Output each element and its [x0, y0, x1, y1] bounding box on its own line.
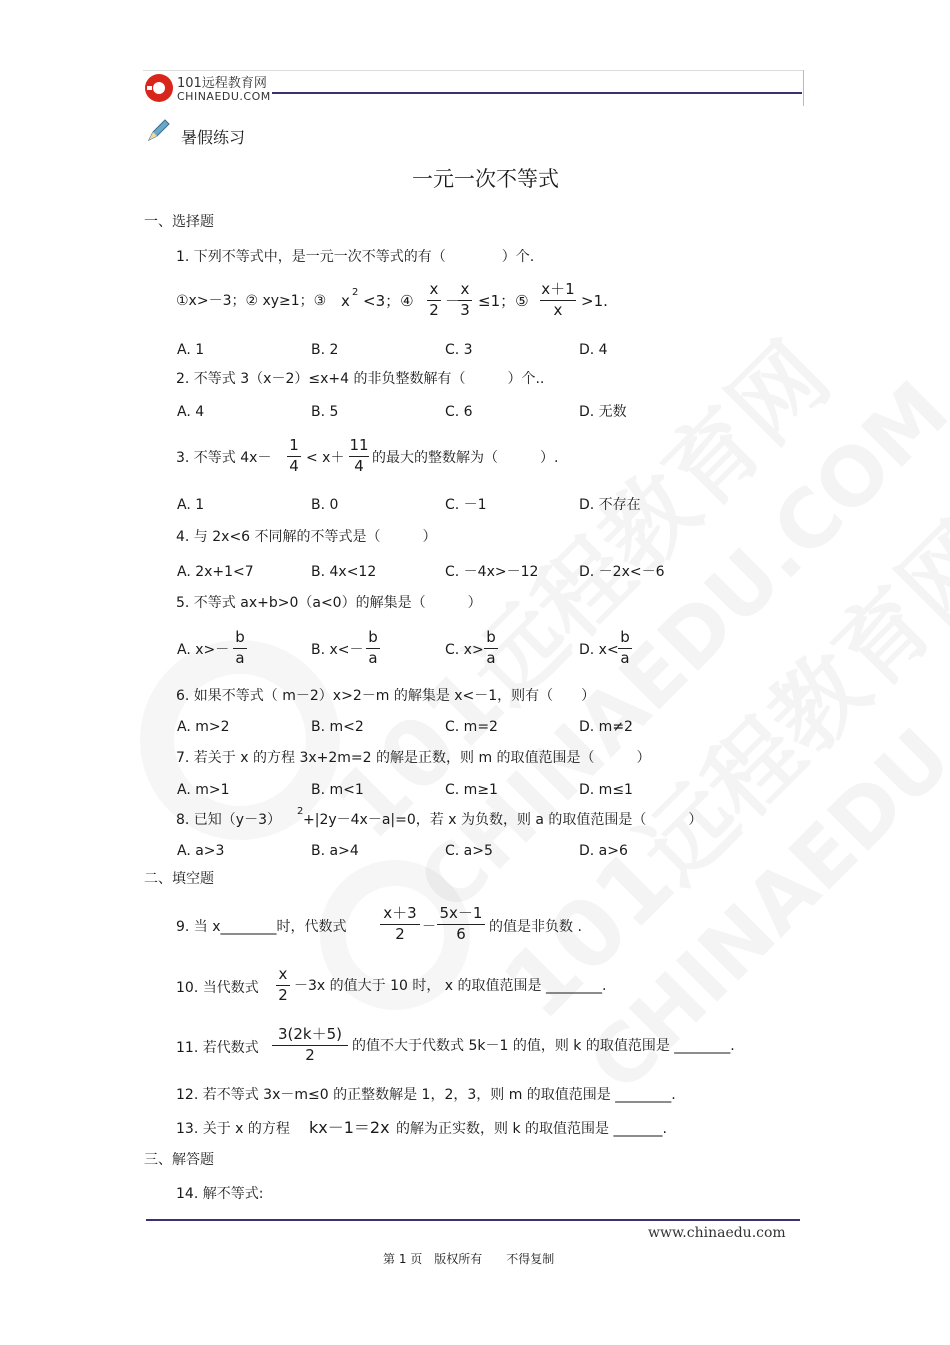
q7-stem: 7. 若关于 x 的方程 3x+2m=2 的解是正数，则 m 的取值范围是（ ） — [176, 750, 651, 766]
q6-opt-d: D. m≠2 — [579, 719, 633, 735]
q3-opt-c: C. －1 — [445, 497, 487, 513]
q10-frac-num: x — [278, 965, 288, 983]
q9-frac2 — [437, 906, 485, 943]
q14-stem: 14. 解不等式: — [176, 1186, 264, 1202]
q9-frac1-num: x＋3 — [383, 904, 417, 922]
header-right-edge — [803, 70, 804, 106]
q1-stem: 1. 下列不等式中，是一元一次不等式的有（ ）个. — [176, 249, 535, 265]
q5-frac-num: b — [368, 628, 378, 646]
q4-opt-d: D. －2x<－6 — [579, 564, 665, 580]
q5-opt-a-frac — [233, 630, 247, 667]
footer-rule — [146, 1219, 800, 1221]
q1-opt-b: B. 2 — [311, 342, 339, 358]
q11-post: 的值不大于代数式 5k－1 的值，则 k 的取值范围是 ________. — [352, 1038, 735, 1054]
q5-opt-a: A. x>－ — [177, 642, 230, 658]
q2-opt-b: B. 5 — [311, 404, 339, 420]
q3-opt-b: B. 0 — [311, 497, 339, 513]
q9-frac1 — [380, 906, 420, 943]
footer-page: 第 1 页 版权所有 不得复制 — [383, 1252, 555, 1266]
q2-stem: 2. 不等式 3（x－2）≤x+4 的非负整数解有（ ）个.. — [176, 371, 545, 387]
q1-item4-num2: x — [460, 280, 470, 298]
q1-item4-den1: 2 — [429, 300, 439, 319]
q9-frac2-num: 5x－1 — [439, 904, 483, 922]
q1-item5-num: x＋1 — [541, 280, 575, 298]
q3-frac2-num: 11 — [349, 436, 369, 454]
q8-sup: 2 — [297, 806, 304, 817]
q5-frac-den: a — [368, 648, 378, 667]
q4-opt-c: C. －4x>－12 — [445, 564, 539, 580]
q1-item3-sup: 2 — [352, 287, 359, 298]
q5-frac-num: b — [486, 628, 496, 646]
q6-opt-c: C. m=2 — [445, 719, 498, 735]
q3-pre: 3. 不等式 4x－ — [176, 450, 272, 466]
q3-frac1-num: 1 — [289, 436, 299, 454]
footer-url: www.chinaedu.com — [648, 1225, 786, 1241]
q9-frac1-den: 2 — [395, 924, 405, 943]
q1-item4-num1: x — [429, 280, 439, 298]
q13-pre: 13. 关于 x 的方程 — [176, 1121, 290, 1137]
q11-frac-den: 2 — [305, 1045, 315, 1064]
q8-opt-a: A. a>3 — [177, 843, 225, 859]
q3-mid: < x＋ — [306, 450, 345, 466]
q1-item5-frac — [540, 282, 576, 319]
q1-item4-frac1 — [427, 282, 441, 319]
q1-item4-minus: － — [445, 292, 461, 310]
q11-frac-num: 3(2k＋5) — [277, 1025, 343, 1043]
q5-stem: 5. 不等式 ax+b>0（a<0）的解集是（ ） — [176, 595, 482, 611]
q5-frac-den: a — [620, 648, 630, 667]
logo-en: CHINAEDU.COM — [177, 90, 271, 103]
q1-item4-frac2 — [458, 282, 472, 319]
q1-item4-rest: ≤1；⑤ — [478, 292, 529, 310]
q5-frac-num: b — [235, 628, 245, 646]
q10-frac-den: 2 — [278, 985, 288, 1004]
pencil-icon — [145, 118, 171, 144]
q11-pre: 11. 若代数式 — [176, 1040, 259, 1056]
q8-post: +|2y－4x－a|=0，若 x 为负数，则 a 的取值范围是（ ） — [303, 812, 703, 828]
q5-frac-num: b — [620, 628, 630, 646]
q3-opt-d: D. 不存在 — [579, 497, 641, 513]
q3-frac1-den: 4 — [289, 456, 299, 475]
q1-item5-den: x — [553, 300, 563, 319]
q9-minus: － — [422, 919, 436, 935]
q4-stem: 4. 与 2x<6 不同解的不等式是（ ） — [176, 529, 437, 545]
q9-post: 的值是非负数 . — [489, 919, 582, 935]
practice-subtitle: 暑假练习 — [181, 128, 246, 147]
q5-opt-b: B. x<－ — [311, 642, 364, 658]
q8-pre: 8. 已知（y－3） — [176, 812, 281, 828]
logo-mark-icon — [143, 72, 175, 104]
header-rule — [272, 92, 802, 94]
q3-frac2-den: 4 — [354, 456, 364, 475]
q6-opt-a: A. m>2 — [177, 719, 230, 735]
section-choice: 一、选择题 — [144, 214, 214, 230]
q5-frac-den: a — [486, 648, 496, 667]
q3-post: 的最大的整数解为（ ）. — [372, 450, 559, 466]
q7-opt-d: D. m≤1 — [579, 782, 633, 798]
q4-opt-a: A. 2x+1<7 — [177, 564, 254, 580]
q5-opt-b-frac — [366, 630, 380, 667]
q1-item3-rest: <3；④ — [363, 292, 414, 310]
q12-stem: 12. 若不等式 3x－m≤0 的正整数解是 1，2，3，则 m 的取值范围是 ________. — [176, 1087, 676, 1103]
q5-opt-d-frac — [618, 630, 632, 667]
q1-items-1: ①x>－3；② xy≥1；③ — [176, 293, 327, 309]
q11-frac — [272, 1027, 348, 1064]
q2-opt-a: A. 4 — [177, 404, 205, 420]
q8-opt-d: D. a>6 — [579, 843, 628, 859]
q5-frac-den: a — [235, 648, 245, 667]
watermark-circle-1 — [140, 640, 340, 840]
q1-opt-c: C. 3 — [445, 342, 473, 358]
q10-pre: 10. 当代数式 — [176, 980, 259, 996]
page-title: 一元一次不等式 — [412, 167, 559, 191]
q7-opt-b: B. m<1 — [311, 782, 364, 798]
q7-opt-a: A. m>1 — [177, 782, 230, 798]
q9-pre: 9. 当 x________时，代数式 — [176, 919, 347, 935]
q9-frac2-den: 6 — [456, 924, 466, 943]
q1-opt-d: D. 4 — [579, 342, 608, 358]
q1-item3-x: x — [341, 292, 350, 310]
q1-item4-den2: 3 — [460, 300, 470, 319]
q8-opt-b: B. a>4 — [311, 843, 359, 859]
section-solve: 三、解答题 — [144, 1152, 214, 1168]
q3-opt-a: A. 1 — [177, 497, 205, 513]
logo-cn: 101远程教育网 — [177, 76, 267, 91]
q5-opt-c-frac — [484, 630, 498, 667]
q3-frac1 — [287, 438, 301, 475]
q1-opt-a: A. 1 — [177, 342, 205, 358]
q6-stem: 6. 如果不等式（ m－2）x>2－m 的解集是 x<－1，则有（ ） — [176, 688, 596, 704]
q13-equation: kx－1＝2x — [309, 1118, 390, 1137]
q5-opt-c: C. x> — [445, 642, 484, 658]
section-fill: 二、填空题 — [144, 871, 214, 887]
q4-opt-b: B. 4x<12 — [311, 564, 377, 580]
q10-post: －3x 的值大于 10 时， x 的取值范围是 ________. — [294, 978, 607, 994]
q2-opt-d: D. 无数 — [579, 404, 627, 420]
q7-opt-c: C. m≥1 — [445, 782, 498, 798]
q8-opt-c: C. a>5 — [445, 843, 493, 859]
q13-post: 的解为正实数，则 k 的取值范围是 _______. — [396, 1121, 667, 1137]
q2-opt-c: C. 6 — [445, 404, 473, 420]
q10-frac — [276, 967, 290, 1004]
q5-opt-d: D. x< — [579, 642, 619, 658]
header-rule-thin — [143, 70, 803, 71]
q1-item5-rest: >1. — [581, 292, 608, 310]
q6-opt-b: B. m<2 — [311, 719, 364, 735]
q3-frac2 — [349, 438, 369, 475]
header-logo — [143, 70, 273, 106]
